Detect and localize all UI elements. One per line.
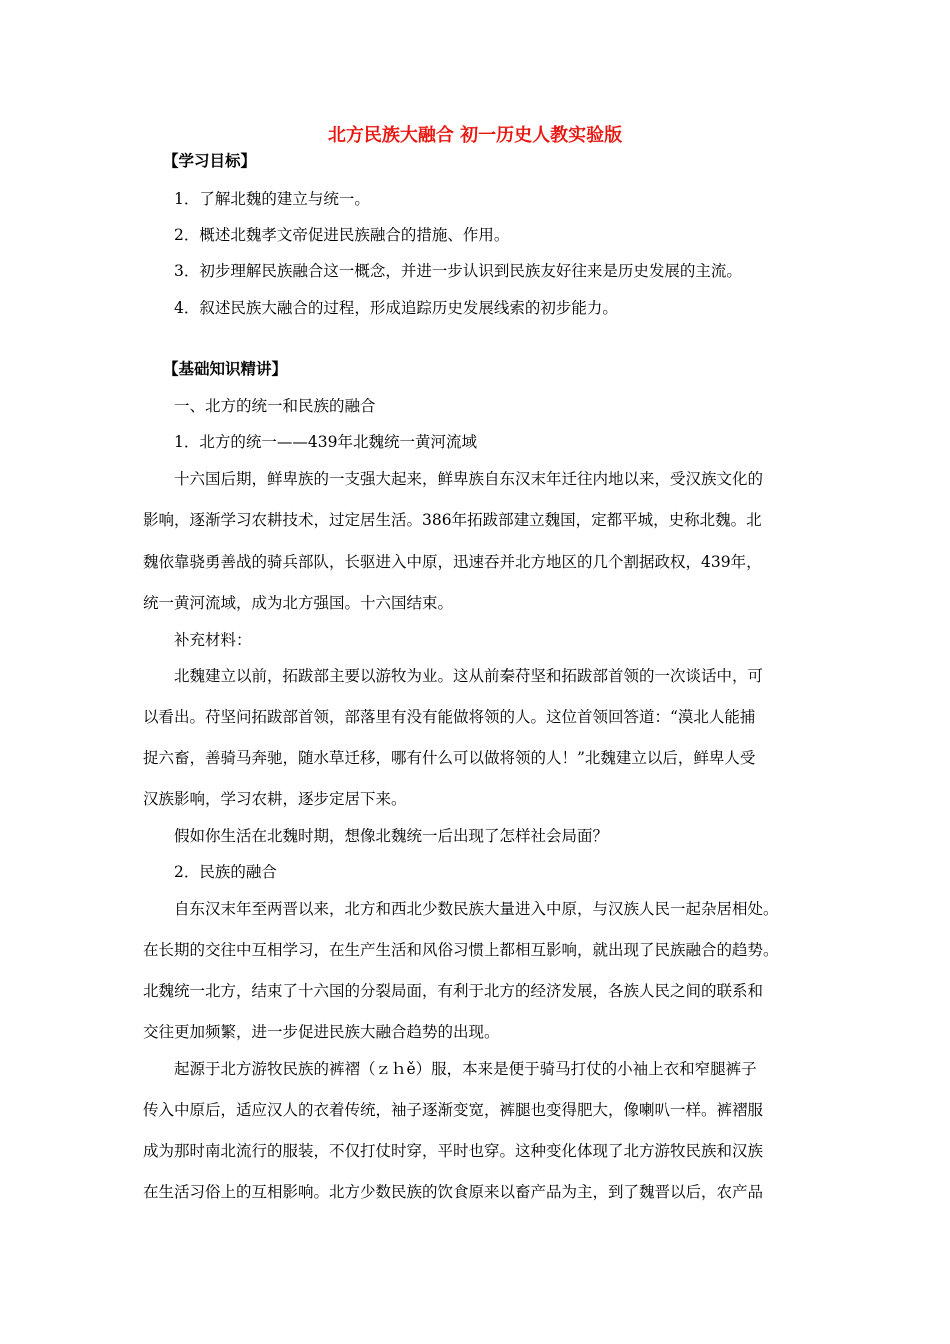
paragraph-line: 魏依靠骁勇善战的骑兵部队，长驱进入中原，迅速吞并北方地区的几个割据政权，439年， <box>143 553 762 571</box>
subsection-heading-1: 1．北方的统一——439年北魏统一黄河流域 <box>174 433 477 451</box>
knowledge-heading: 【基础知识精讲】 <box>163 360 288 378</box>
paragraph-line: 在生活习俗上的互相影响。北方少数民族的饮食原来以畜产品为主，到了魏晋以后，农产品 <box>143 1183 764 1201</box>
paragraph-line: 影响，逐渐学习农耕技术，过定居生活。386年拓跋部建立魏国，定都平城，史称北魏。北 <box>143 511 762 529</box>
supplement-label: 补充材料： <box>174 631 252 649</box>
paragraph-line: 统一黄河流域，成为北方强国。十六国结束。 <box>143 594 454 612</box>
document-title: 北方民族大融合 初一历史人教实验版 <box>327 125 623 146</box>
paragraph-line: 北魏建立以前，拓跋部主要以游牧为业。这从前秦苻坚和拓跋部首领的一次谈话中，可 <box>174 667 764 685</box>
goal-item-2: 2．概述北魏孝文帝促进民族融合的措施、作用。 <box>174 226 510 244</box>
paragraph-line: 北魏统一北方，结束了十六国的分裂局面，有利于北方的经济发展，各族人民之间的联系和 <box>143 982 764 1000</box>
goal-item-3: 3．初步理解民族融合这一概念，并进一步认识到民族友好往来是历史发展的主流。 <box>174 262 742 280</box>
paragraph-line: 交往更加频繁，进一步促进民族大融合趋势的出现。 <box>143 1023 500 1041</box>
paragraph-line: 在长期的交往中互相学习，在生产生活和风俗习惯上都相互影响，就出现了民族融合的趋势。 <box>143 941 779 959</box>
paragraph-line: 十六国后期，鲜卑族的一支强大起来，鲜卑族自东汉末年迁往内地以来，受汉族文化的 <box>174 470 764 488</box>
question-text: 假如你生活在北魏时期，想像北魏统一后出现了怎样社会局面？ <box>174 827 609 845</box>
paragraph-line: 捉六畜，善骑马奔驰，随水草迁移，哪有什么可以做将领的人！”北魏建立以后，鲜卑人受 <box>143 749 756 767</box>
goal-item-1: 1．了解北魏的建立与统一。 <box>174 190 370 208</box>
paragraph-line: 汉族影响，学习农耕，逐步定居下来。 <box>143 790 407 808</box>
paragraph-line: 起源于北方游牧民族的裤褶（ｚｈě）服，本来是便于骑马打仗的小袖上衣和窄腿裤子 <box>174 1060 757 1078</box>
goals-heading: 【学习目标】 <box>163 152 257 170</box>
section-heading-1: 一、北方的统一和民族的融合 <box>174 397 376 415</box>
goal-item-4: 4．叙述民族大融合的过程，形成追踪历史发展线索的初步能力。 <box>174 299 618 317</box>
paragraph-line: 自东汉末年至两晋以来，北方和西北少数民族大量进入中原，与汉族人民一起杂居相处。 <box>174 900 779 918</box>
paragraph-line: 成为那时南北流行的服装，不仅打仗时穿，平时也穿。这种变化体现了北方游牧民族和汉族 <box>143 1142 764 1160</box>
subsection-heading-2: 2．民族的融合 <box>174 863 277 881</box>
paragraph-line: 以看出。苻坚问拓跋部首领，部落里有没有能做将领的人。这位首领回答道：“漠北人能捕 <box>143 708 756 726</box>
paragraph-line: 传入中原后，适应汉人的衣着传统，袖子逐渐变宽，裤腿也变得肥大，像喇叭一样。裤褶服 <box>143 1101 764 1119</box>
